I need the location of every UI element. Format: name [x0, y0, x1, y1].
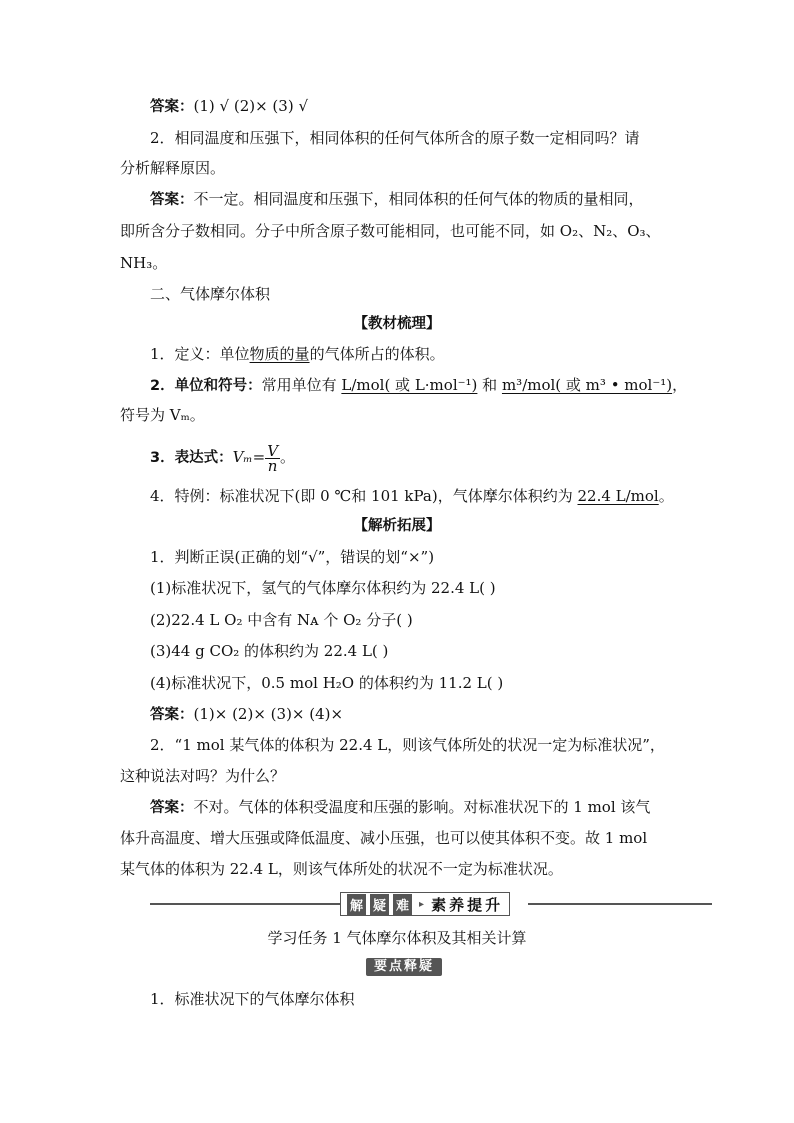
denominator: n [267, 456, 278, 475]
text: 和 [477, 376, 502, 394]
answer-line-8: 某气体的体积为 22.4 L，则该气体所处的状况不一定为标准状况。 [120, 860, 563, 878]
banner-box [340, 892, 510, 916]
question-2-line-1: 2．相同温度和压强下，相同体积的任何气体所含的原子数一定相同吗？请 [150, 129, 640, 147]
answer-label: 答案： [150, 800, 194, 816]
text: 的气体所占的体积。 [309, 345, 445, 363]
task-title: 学习任务 1 气体摩尔体积及其相关计算 [267, 929, 527, 947]
answer-line-4: NH₃。 [120, 254, 168, 272]
expression-line [150, 440, 295, 474]
section-banner [150, 892, 712, 916]
fraction [265, 441, 280, 475]
special-case-line [150, 486, 674, 506]
banner-tag: 疑 [370, 894, 389, 915]
judge-item-3: (3)44 g CO₂ 的体积约为 22.4 L( ) [150, 642, 389, 660]
answer-line-5 [150, 704, 343, 725]
answer-line-3: 即所含分子数相同。分子中所含原子数可能相同，也可能不同，如 O₂、N₂、O₃、 [120, 222, 661, 240]
text: 1．定义：单位 [150, 345, 250, 363]
answer-label: 答案： [150, 99, 194, 115]
subheading-analysis: 【解析拓展】 [353, 518, 441, 534]
question-line-2: 这种说法对吗？为什么？ [120, 767, 286, 785]
text: ， [672, 376, 688, 394]
underlined-value: 22.4 L/mol [577, 487, 659, 505]
text: 。 [280, 448, 296, 466]
judge-prompt: 1．判断正误(正确的划“√”，错误的划“×”) [150, 548, 435, 566]
answer-label: 答案： [150, 192, 194, 208]
underlined-unit: m³/mol( 或 m³ • mol⁻¹) [501, 376, 673, 394]
label: 3．表达式： [150, 450, 233, 466]
text: 4．特例：标准状况下(即 0 ℃和 101 kPa)，气体摩尔体积约为 [150, 487, 578, 505]
key-points-badge: 要点释疑 [366, 958, 442, 976]
answer-text: (1) √ (2)× (3) √ [193, 97, 308, 115]
answer-text: 不对。气体的体积受温度和压强的影响。对标准状况下的 1 mol 该气 [193, 798, 651, 816]
triangle-icon: ▸ [419, 898, 425, 910]
text: 常用单位有 [261, 376, 342, 394]
underlined-term: 物质的量 [249, 345, 310, 363]
answer-label: 答案： [150, 707, 194, 723]
banner-rule-left [150, 903, 340, 905]
text: 。 [658, 487, 674, 505]
numerator: V [267, 441, 279, 460]
symbol-line: 符号为 Vₘ。 [120, 406, 205, 424]
banner-title: 素养提升 [431, 895, 504, 914]
judge-item-2: (2)22.4 L O₂ 中含有 Nᴀ 个 O₂ 分子( ) [150, 611, 413, 629]
underlined-unit: L/mol( 或 L·mol⁻¹) [341, 376, 478, 394]
answer-line-2 [150, 189, 644, 210]
label: 2．单位和符号： [150, 378, 262, 394]
answer-text: 不一定。相同温度和压强下，相同体积的任何气体的物质的量相同， [193, 190, 644, 208]
question-line-1: 2．“1 mol 某气体的体积为 22.4 L，则该气体所处的状况一定为标准状况”， [150, 736, 665, 754]
question-2-line-2: 分析解释原因。 [120, 159, 226, 177]
answer-line-1 [150, 96, 308, 117]
units-line [150, 375, 687, 396]
definition-line [150, 344, 445, 364]
answer-text: (1)× (2)× (3)× (4)× [193, 705, 344, 723]
subsection-heading: 1．标准状况下的气体摩尔体积 [150, 990, 355, 1008]
answer-line-7: 体升高温度、增大压强或降低温度、减小压强，也可以使其体积不变。故 1 mol [120, 829, 648, 847]
judge-item-4: (4)标准状况下，0.5 mol H₂O 的体积约为 11.2 L( ) [150, 674, 504, 692]
banner-tag: 难 [393, 894, 412, 915]
judge-item-1: (1)标准状况下，氢气的气体摩尔体积约为 22.4 L( ) [150, 579, 496, 597]
banner-rule-right [528, 903, 712, 905]
subheading-textbook: 【教材梳理】 [353, 316, 441, 332]
banner-tag: 解 [347, 894, 366, 915]
answer-line-6 [150, 797, 650, 818]
section-heading: 二、气体摩尔体积 [150, 285, 271, 303]
formula-lhs: Vₘ= [232, 448, 266, 466]
